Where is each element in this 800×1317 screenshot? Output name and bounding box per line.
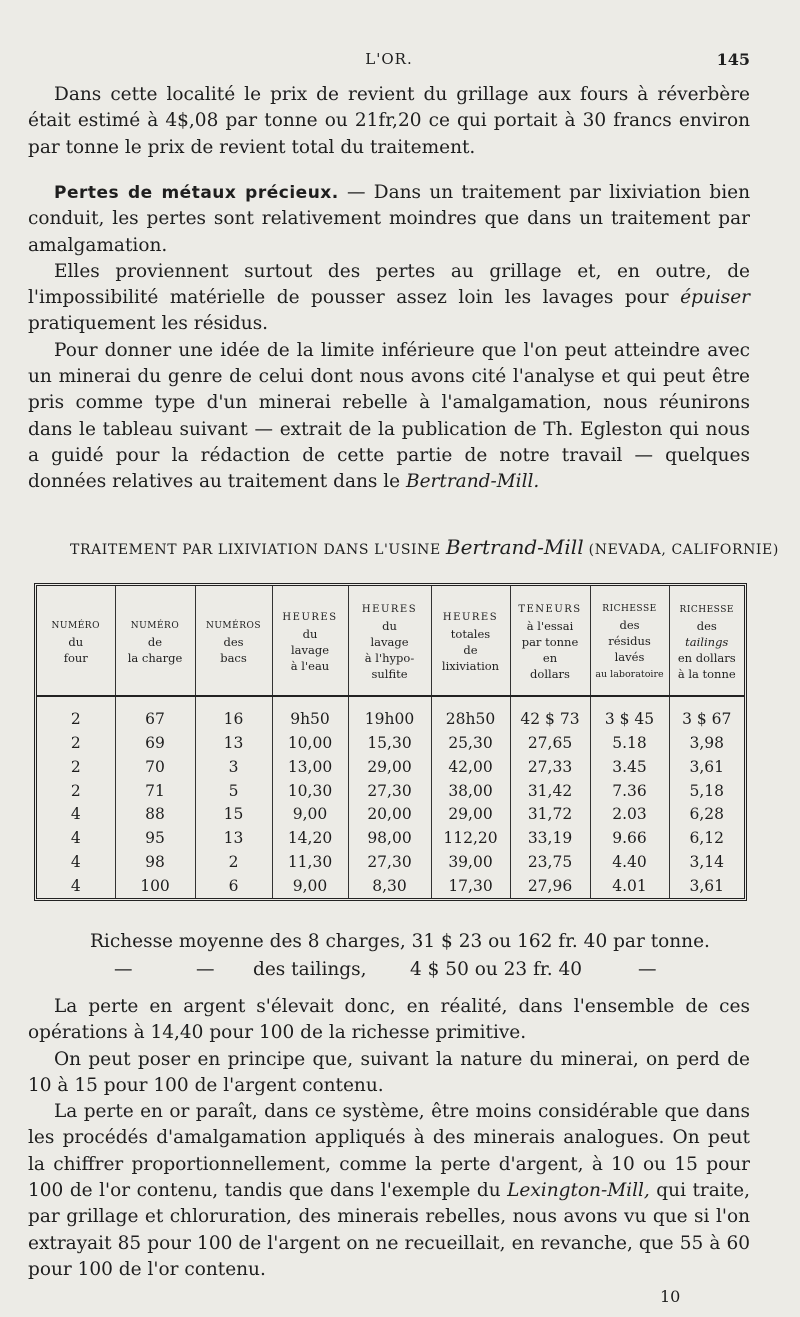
table-cell: 2 xyxy=(70,781,81,800)
table-row xyxy=(37,755,744,779)
table-cell: 4.01 xyxy=(590,874,669,898)
signature-number: 10 xyxy=(660,1287,681,1306)
table-cell: 31,72 xyxy=(510,803,590,827)
table-cell: 13,00 xyxy=(272,755,348,779)
section-heading: Pertes de métaux précieux. xyxy=(54,183,339,203)
table-cell: 6 xyxy=(195,874,272,898)
table-spacer-row xyxy=(37,696,744,707)
table-caption: TRAITEMENT PAR LIXIVIATION DANS L'USINE Bertrand-Mill (NEVADA, CALIFORNIE) xyxy=(70,535,779,559)
table-row xyxy=(37,731,744,755)
table-cell: 7.36 xyxy=(590,779,669,803)
table-cell: 98,00 xyxy=(348,826,431,850)
table-cell: 3,61 xyxy=(669,755,744,779)
table-row xyxy=(37,874,744,898)
header-teneurs: TENEURS à l'essai par tonne en dollars xyxy=(510,586,590,696)
table-cell: 19h00 xyxy=(348,707,431,731)
header-numero-charge: NUMÉRO de la charge xyxy=(115,586,195,696)
table-cell: 10,00 xyxy=(272,731,348,755)
table-cell: 29,00 xyxy=(431,803,510,827)
section-precious-metal-losses xyxy=(28,180,750,496)
table-cell: 10,30 xyxy=(272,779,348,803)
table-summary xyxy=(28,928,750,984)
header-heures-lavage-eau: HEURES du lavage à l'eau xyxy=(272,586,348,696)
table-cell: 2.03 xyxy=(590,803,669,827)
header-heures-totales: HEURES totales de lixiviation xyxy=(431,586,510,696)
table-cell: 4.40 xyxy=(590,850,669,874)
lixiviation-table xyxy=(34,583,747,901)
table-row xyxy=(37,850,744,874)
table-cell: 6,28 xyxy=(669,803,744,827)
table-cell: 2 xyxy=(70,757,81,776)
table-cell: 70 xyxy=(115,755,195,779)
table-cell: 5.18 xyxy=(590,731,669,755)
table-cell: 71 xyxy=(115,779,195,803)
table-cell: 3 xyxy=(195,755,272,779)
table-cell: 9,00 xyxy=(272,803,348,827)
emphasis-lexington-mill: Lexington-Mill, xyxy=(507,1180,650,1202)
conclusion-paragraph-block xyxy=(28,994,750,1283)
table-cell: 3,14 xyxy=(669,850,744,874)
table-cell: 29,00 xyxy=(348,755,431,779)
table-cell: 28h50 xyxy=(431,707,510,731)
table-cell: 17,30 xyxy=(431,874,510,898)
table-cell: 42,00 xyxy=(431,755,510,779)
table-row xyxy=(37,803,744,827)
table-cell: 95 xyxy=(115,826,195,850)
table-cell: 27,30 xyxy=(348,850,431,874)
emphasis-epuiser: épuiser xyxy=(680,287,750,309)
table-cell: 15,30 xyxy=(348,731,431,755)
table-cell: 5 xyxy=(195,779,272,803)
table-cell: 9.66 xyxy=(590,826,669,850)
table-cell: 4 xyxy=(70,877,81,896)
table-cell: 4 xyxy=(70,853,81,872)
table-cell: 13 xyxy=(195,826,272,850)
summary-line-average-charges: Richesse moyenne des 8 charges, 31 $ 23 ou 162 fr. 40 par tonne. xyxy=(90,931,710,952)
table-cell: 14,20 xyxy=(272,826,348,850)
table-cell: 100 xyxy=(115,874,195,898)
intro-paragraph-block xyxy=(28,82,750,161)
table-cell: 33,19 xyxy=(510,826,590,850)
table-row xyxy=(37,707,744,731)
table-row xyxy=(37,779,744,803)
header-richesse-residus: RICHESSE des résidus lavés au laboratoire xyxy=(590,586,669,696)
paragraph-section-intro xyxy=(28,180,750,259)
paragraph-silver-loss: La perte en argent s'élevait donc, en réalité, dans l'ensemble de ces opérations à 14,40 pour 100 de la richesse primitive. xyxy=(28,996,750,1044)
table-cell: 3 $ 67 xyxy=(669,707,744,731)
table-cell: 6,12 xyxy=(669,826,744,850)
table-cell: 3 $ 45 xyxy=(590,707,669,731)
table-cell: 31,42 xyxy=(510,779,590,803)
table-cell: 11,30 xyxy=(272,850,348,874)
header-numeros-bacs: NUMÉROS des bacs xyxy=(195,586,272,696)
section-intro-text: — Dans un traitement par lixiviation bien conduit, les pertes sont relativement moindres que dans un traitement par amalgamation. xyxy=(28,182,750,256)
table-cell: 42 $ 73 xyxy=(510,707,590,731)
table-cell: 88 xyxy=(115,803,195,827)
table-cell: 3,98 xyxy=(669,731,744,755)
table-cell: 27,30 xyxy=(348,779,431,803)
table-row xyxy=(37,826,744,850)
table-cell: 25,30 xyxy=(431,731,510,755)
table-cell: 23,75 xyxy=(510,850,590,874)
table-cell: 38,00 xyxy=(431,779,510,803)
table-cell: 20,00 xyxy=(348,803,431,827)
table-cell: 67 xyxy=(115,707,195,731)
table-cell: 27,65 xyxy=(510,731,590,755)
table-cell: 9h50 xyxy=(272,707,348,731)
table-cell: 39,00 xyxy=(431,850,510,874)
table-cell: 27,96 xyxy=(510,874,590,898)
table-cell: 69 xyxy=(115,731,195,755)
summary-line-tailings: — — des tailings, 4 $ 50 ou 23 fr. 40 — xyxy=(114,959,657,980)
emphasis-bertrand-mill: Bertrand-Mill. xyxy=(406,471,540,493)
header-numero-four: NUMÉRO du four xyxy=(37,586,115,696)
table-header-row xyxy=(37,586,744,696)
table-cell: 2 xyxy=(195,850,272,874)
page-header xyxy=(28,50,750,72)
table-cell: 3,61 xyxy=(669,874,744,898)
table-cell: 3.45 xyxy=(590,755,669,779)
table-caption-mill: Bertrand-Mill xyxy=(445,535,584,559)
table-cell: 4 xyxy=(70,805,81,824)
table-cell: 15 xyxy=(195,803,272,827)
header-richesse-tailings: RICHESSE des tailings en dollars à la tonne xyxy=(669,586,744,696)
paragraph-losses-origin: Elles proviennent surtout des pertes au grillage et, en outre, de l'impossibilité matérielle de pousser assez loin les lavages pour épuiser pratiquement les résidus. xyxy=(28,260,750,335)
table-cell: 13 xyxy=(195,731,272,755)
table-cell: 98 xyxy=(115,850,195,874)
table-cell: 9,00 xyxy=(272,874,348,898)
table-cell: 5,18 xyxy=(669,779,744,803)
page-number: 145 xyxy=(716,50,750,69)
table-cell: 2 xyxy=(70,733,81,752)
table-cell: 8,30 xyxy=(348,874,431,898)
table-cell: 27,33 xyxy=(510,755,590,779)
paragraph-gold-loss: La perte en or paraît, dans ce système, être moins considérable que dans les procédés d'amalgamation appliqués à des minerais analogues. On peut la chiffrer proportionnellement, comme la perte d'argent, à 10 ou 15 pour 100 de l'or contenu, tandis que dans l'exemple du Lexington-Mill, qui traite, par grillage et chloruration, des minerais rebelles, nous avons vu que si l'on extrayait 85 pour 100 de l'argent on ne recueillait, en revanche, que 55 à 60 pour 100 de l'or contenu. xyxy=(28,1101,750,1280)
table-cell: 16 xyxy=(195,707,272,731)
paragraph-table-intro: Pour donner une idée de la limite inférieure que l'on peut atteindre avec un minerai du genre de celui dont nous avons cité l'analyse et qui peut être pris comme type d'un minerai rebelle à l'amalgamation, nous réunirons dans le tableau suivant — extrait de la publication de Th. Egleston qui nous a guidé pour la rédaction de cette partie de notre travail — quelques données relatives au traitement dans le Bertrand-Mill. xyxy=(28,339,750,493)
table-cell: 112,20 xyxy=(431,826,510,850)
running-title: L'OR. xyxy=(365,50,413,68)
paragraph-principle: On peut poser en principe que, suivant la nature du minerai, on perd de 10 à 15 pour 100 de l'argent contenu. xyxy=(28,1048,750,1096)
header-heures-lavage-hyposulfite: HEURES du lavage à l'hypo- sulfite xyxy=(348,586,431,696)
paragraph-cost: Dans cette localité le prix de revient du grillage aux fours à réverbère était estimé à 4$,08 par tonne ou 21fr,20 ce qui portait à 30 francs environ par tonne le prix de revient total du traitement. xyxy=(28,84,750,158)
table-cell: 2 xyxy=(70,709,81,728)
table-cell: 4 xyxy=(70,829,81,848)
